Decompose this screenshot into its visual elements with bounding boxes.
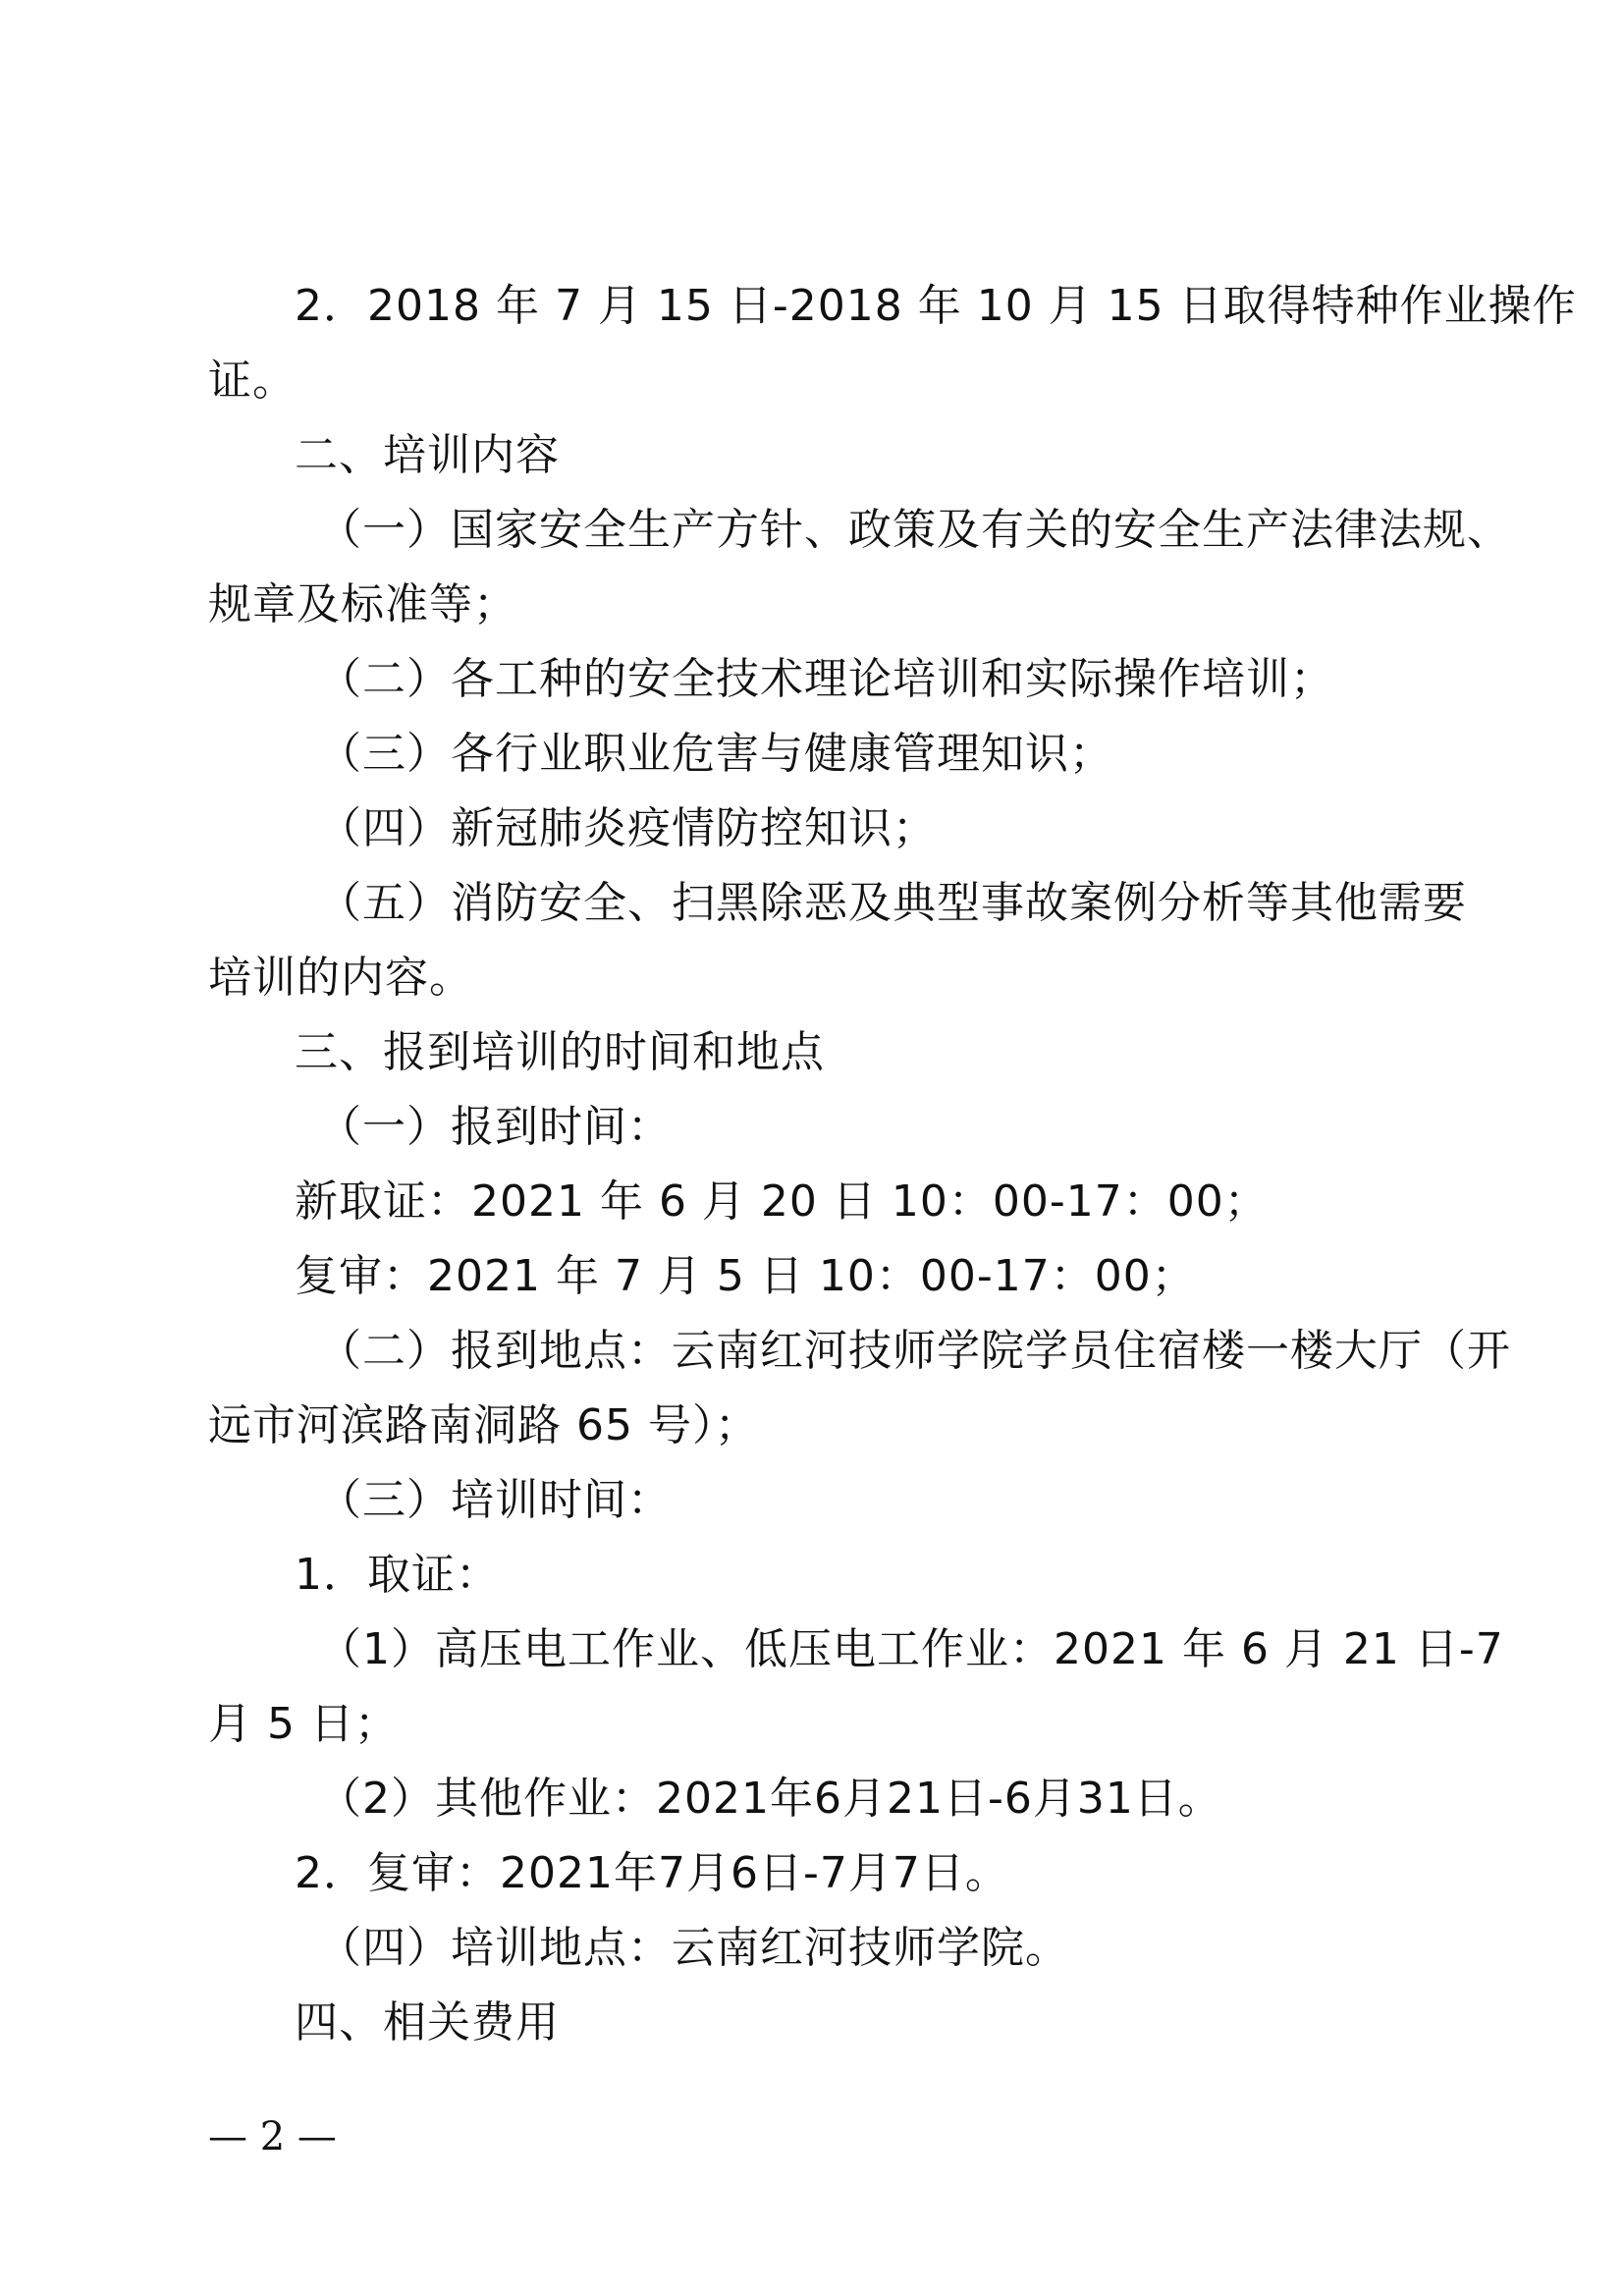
paragraph-line-4: （一）国家安全生产方针、政策及有关的安全生产法律法规、	[318, 505, 1511, 555]
paragraph-line-7: （三）各行业职业危害与健康管理知识；	[318, 729, 1113, 779]
paragraph-line-14: 复审：2021 年 7 月 5 日 10：00-17：00；	[295, 1251, 1196, 1301]
paragraph-line-2: 证。	[208, 355, 297, 406]
section-heading-3: 三、报到培训的时间和地点	[295, 1027, 825, 1077]
paragraph-line-16: 远市河滨路南洞路 65 号）；	[208, 1400, 759, 1450]
paragraph-line-10: 培训的内容。	[208, 953, 473, 1003]
paragraph-line-21: （2）其他作业：2021年6月21日-6月31日。	[318, 1774, 1222, 1824]
paragraph-line-17: （三）培训时间：	[318, 1475, 672, 1525]
section-heading-2: 二、培训内容	[295, 430, 560, 480]
paragraph-line-22: 2．复审：2021年7月6日-7月7日。	[295, 1848, 1009, 1898]
paragraph-line-13: 新取证：2021 年 6 月 20 日 10：00-17：00；	[295, 1176, 1269, 1227]
paragraph-line-15: （二）报到地点：云南红河技师学院学员住宿楼一楼大厅（开	[318, 1326, 1511, 1376]
paragraph-line-5: 规章及标准等；	[208, 579, 517, 629]
paragraph-line-23: （四）培训地点：云南红河技师学院。	[318, 1923, 1069, 1973]
paragraph-line-20: 月 5 日；	[208, 1699, 399, 1749]
paragraph-line-6: （二）各工种的安全技术理论培训和实际操作培训；	[318, 654, 1334, 704]
section-heading-4: 四、相关费用	[295, 1997, 560, 2048]
paragraph-line-18: 1．取证：	[295, 1550, 500, 1600]
paragraph-line-12: （一）报到时间：	[318, 1102, 672, 1152]
page-number: — 2 —	[208, 2114, 337, 2159]
paragraph-line-1: 2．2018 年 7 月 15 日-2018 年 10 月 15 日取得特种作业操作	[295, 281, 1577, 331]
paragraph-line-19: （1）高压电工作业、低压电工作业：2021 年 6 月 21 日-7	[318, 1624, 1504, 1674]
paragraph-line-8: （四）新冠肺炎疫情防控知识；	[318, 803, 937, 853]
paragraph-line-9: （五）消防安全、扫黑除恶及典型事故案例分析等其他需要	[318, 878, 1467, 928]
